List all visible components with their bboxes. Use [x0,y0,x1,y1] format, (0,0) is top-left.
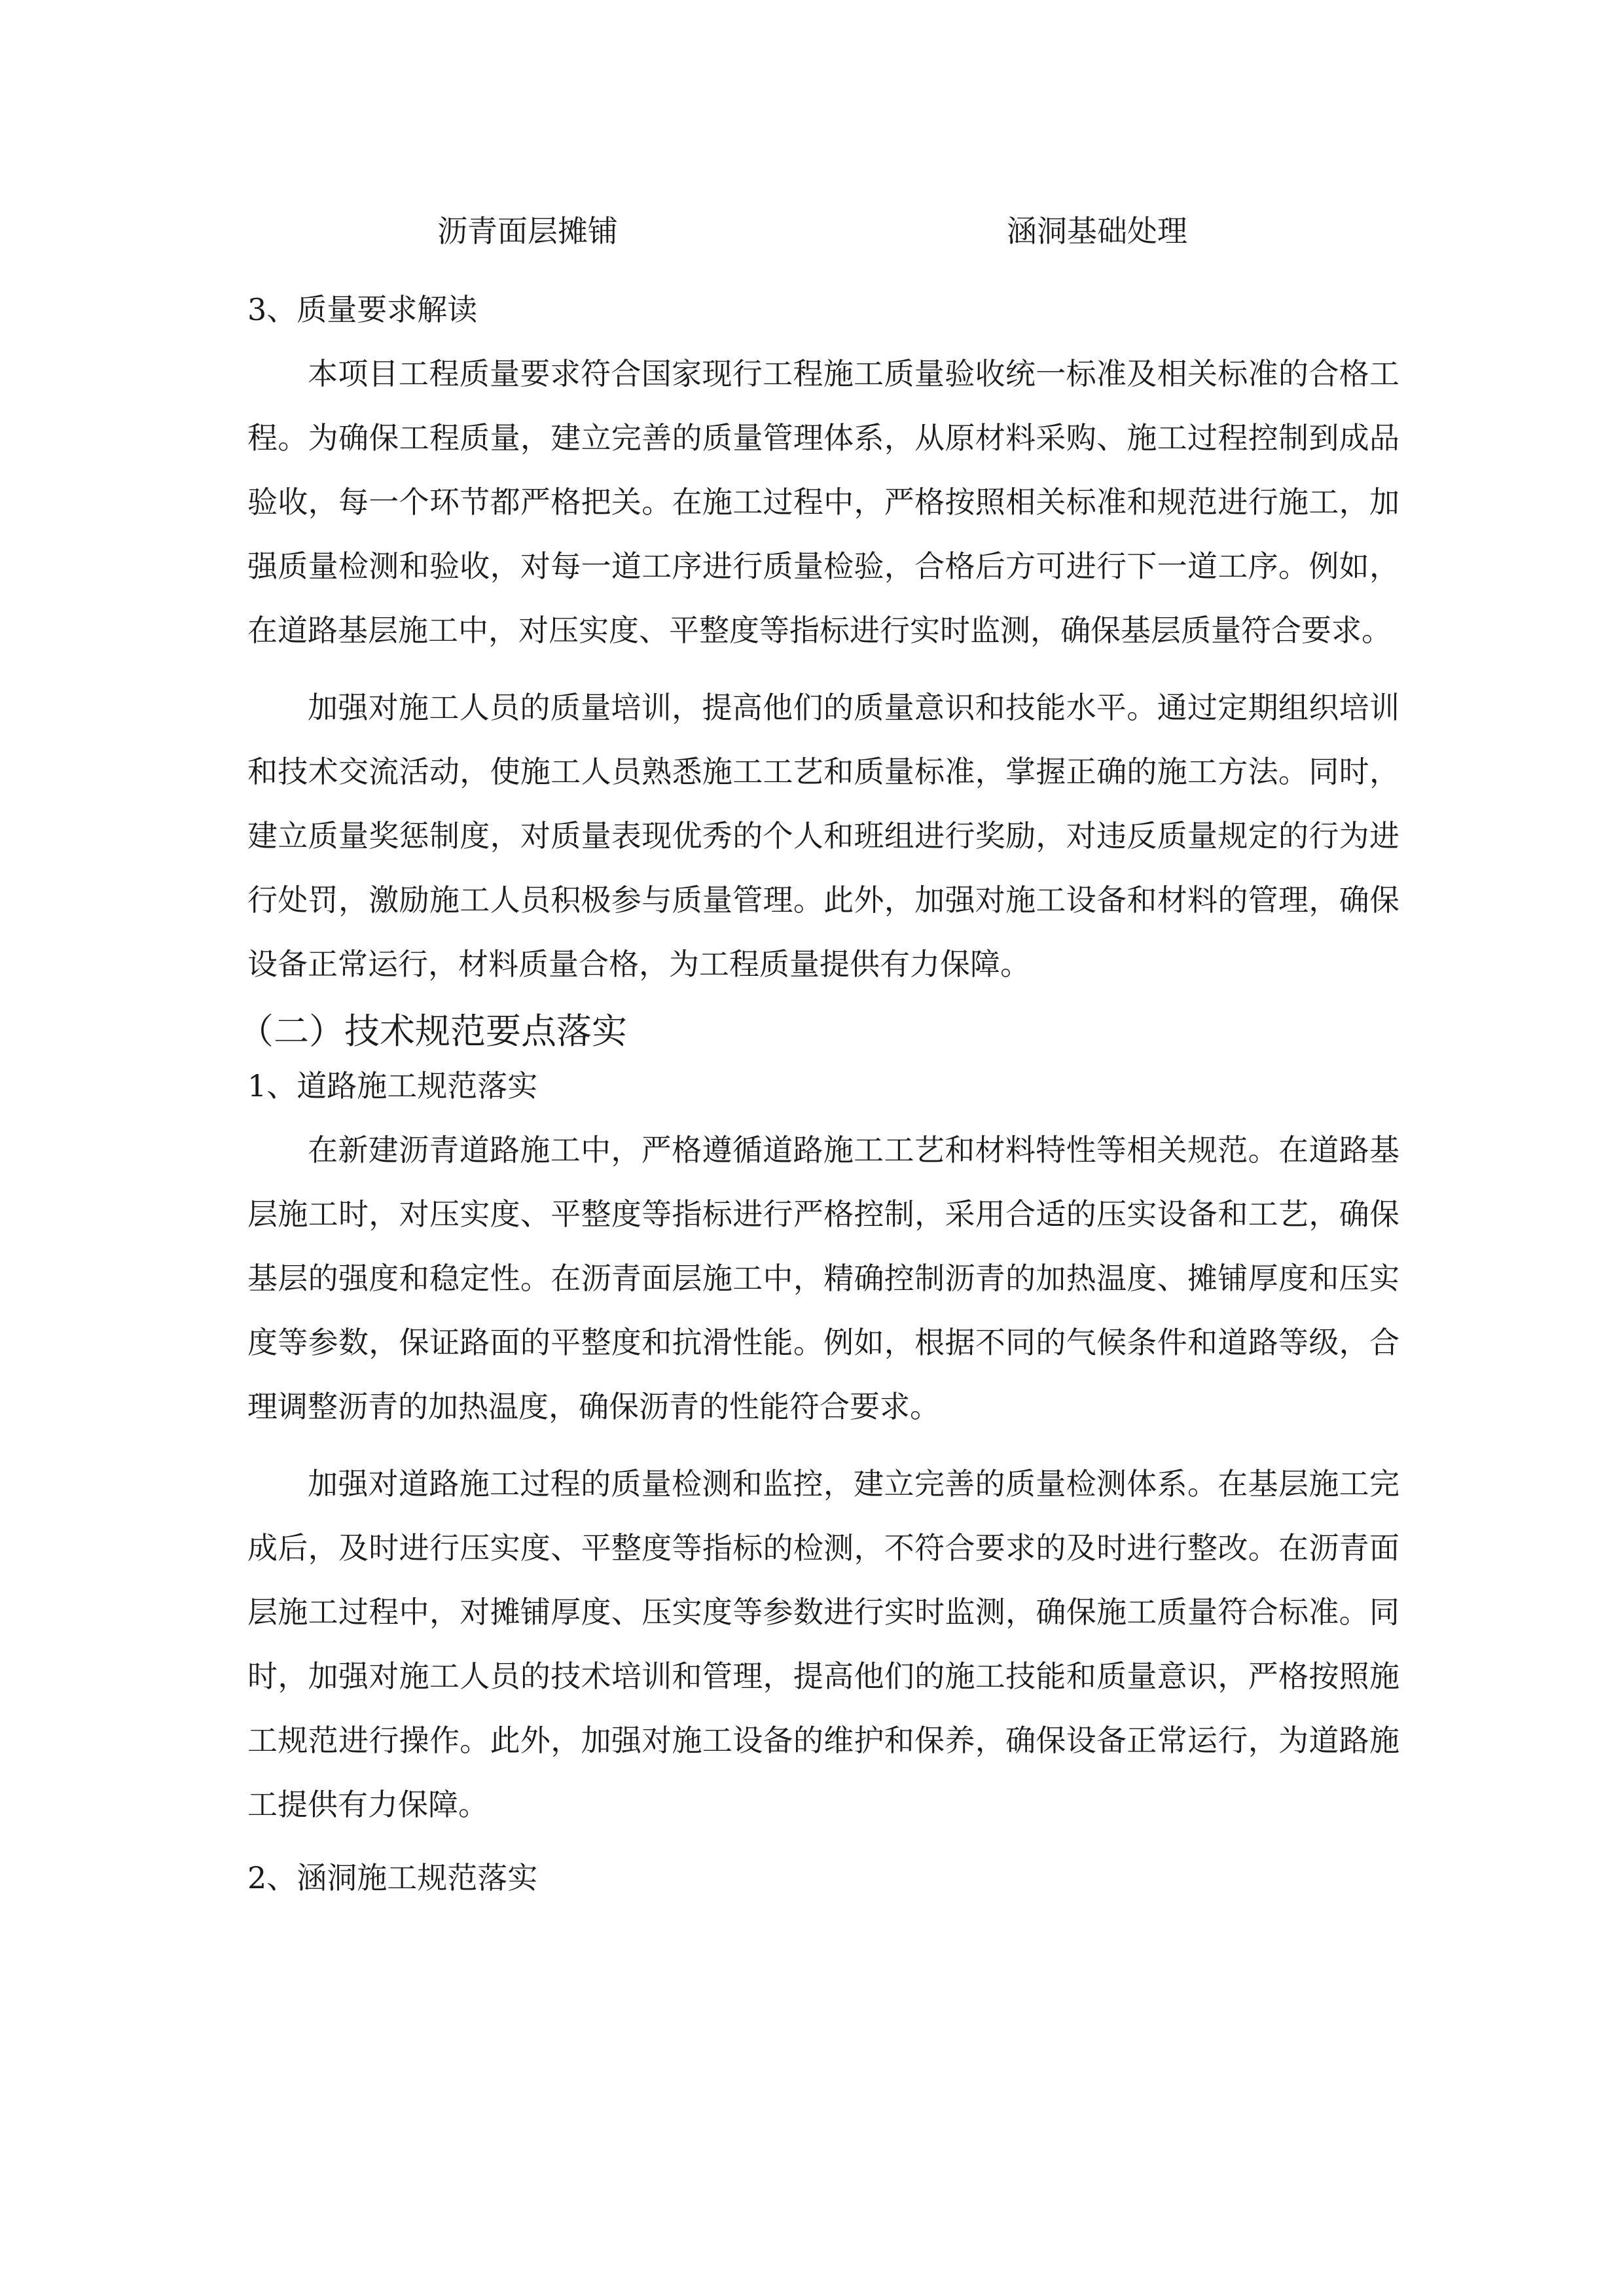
paragraph-quality-2: 加强对施工人员的质量培训，提高他们的质量意识和技能水平。通过定期组织培训和技术交流活动，使施工人员熟悉施工工艺和质量标准，掌握正确的施工方法。同时，建立质量奖惩制度，对质量表现优秀的个人和班组进行奖励，对违反质量规定的行为进行处罚，激励施工人员积极参与质量管理。此外，加强对施工设备和材料的管理，确保设备正常运行，材料质量合格，为工程质量提供有力保障。 [247,690,1399,982]
caption-culvert-foundation: 涵洞基础处理 [1007,213,1187,249]
caption-asphalt-paving: 沥青面层摊铺 [437,213,618,249]
heading-technical-specs: （二）技术规范要点落实 [238,1011,627,1052]
subheading-culvert-specs: 2、涵洞施工规范落实 [247,1860,538,1895]
figure-captions [0,208,1624,254]
paragraph-road-1: 在新建沥青道路施工中，严格遵循道路施工工艺和材料特性等相关规范。在道路基层施工时，对压实度、平整度等指标进行严格控制，采用合适的压实设备和工艺，确保基层的强度和稳定性。在沥青面层施工中，精确控制沥青的加热温度、摊铺厚度和压实度等参数，保证路面的平整度和抗滑性能。例如，根据不同的气候条件和道路等级，合理调整沥青的加热温度，确保沥青的性能符合要求。 [247,1132,1399,1424]
document-body [238,287,1399,1901]
paragraph-quality-1: 本项目工程质量要求符合国家现行工程施工质量验收统一标准及相关标准的合格工程。为确保工程质量，建立完善的质量管理体系，从原材料采购、施工过程控制到成品验收，每一个环节都严格把关。在施工过程中，严格按照相关标准和规范进行施工，加强质量检测和验收，对每一道工序进行质量检验，合格后方可进行下一道工序。例如，在道路基层施工中，对压实度、平整度等指标进行实时监测，确保基层质量符合要求。 [247,356,1399,648]
subheading-quality-requirements: 3、质量要求解读 [247,292,478,327]
paragraph-road-2: 加强对道路施工过程的质量检测和监控，建立完善的质量检测体系。在基层施工完成后，及时进行压实度、平整度等指标的检测，不符合要求的及时进行整改。在沥青面层施工过程中，对摊铺厚度、压实度等参数进行实时监测，确保施工质量符合标准。同时，加强对施工人员的技术培训和管理，提高他们的施工技能和质量意识，严格按照施工规范进行操作。此外，加强对施工设备的维护和保养，确保设备正常运行，为道路施工提供有力保障。 [247,1466,1399,1822]
subheading-road-specs: 1、道路施工规范落实 [247,1068,538,1103]
